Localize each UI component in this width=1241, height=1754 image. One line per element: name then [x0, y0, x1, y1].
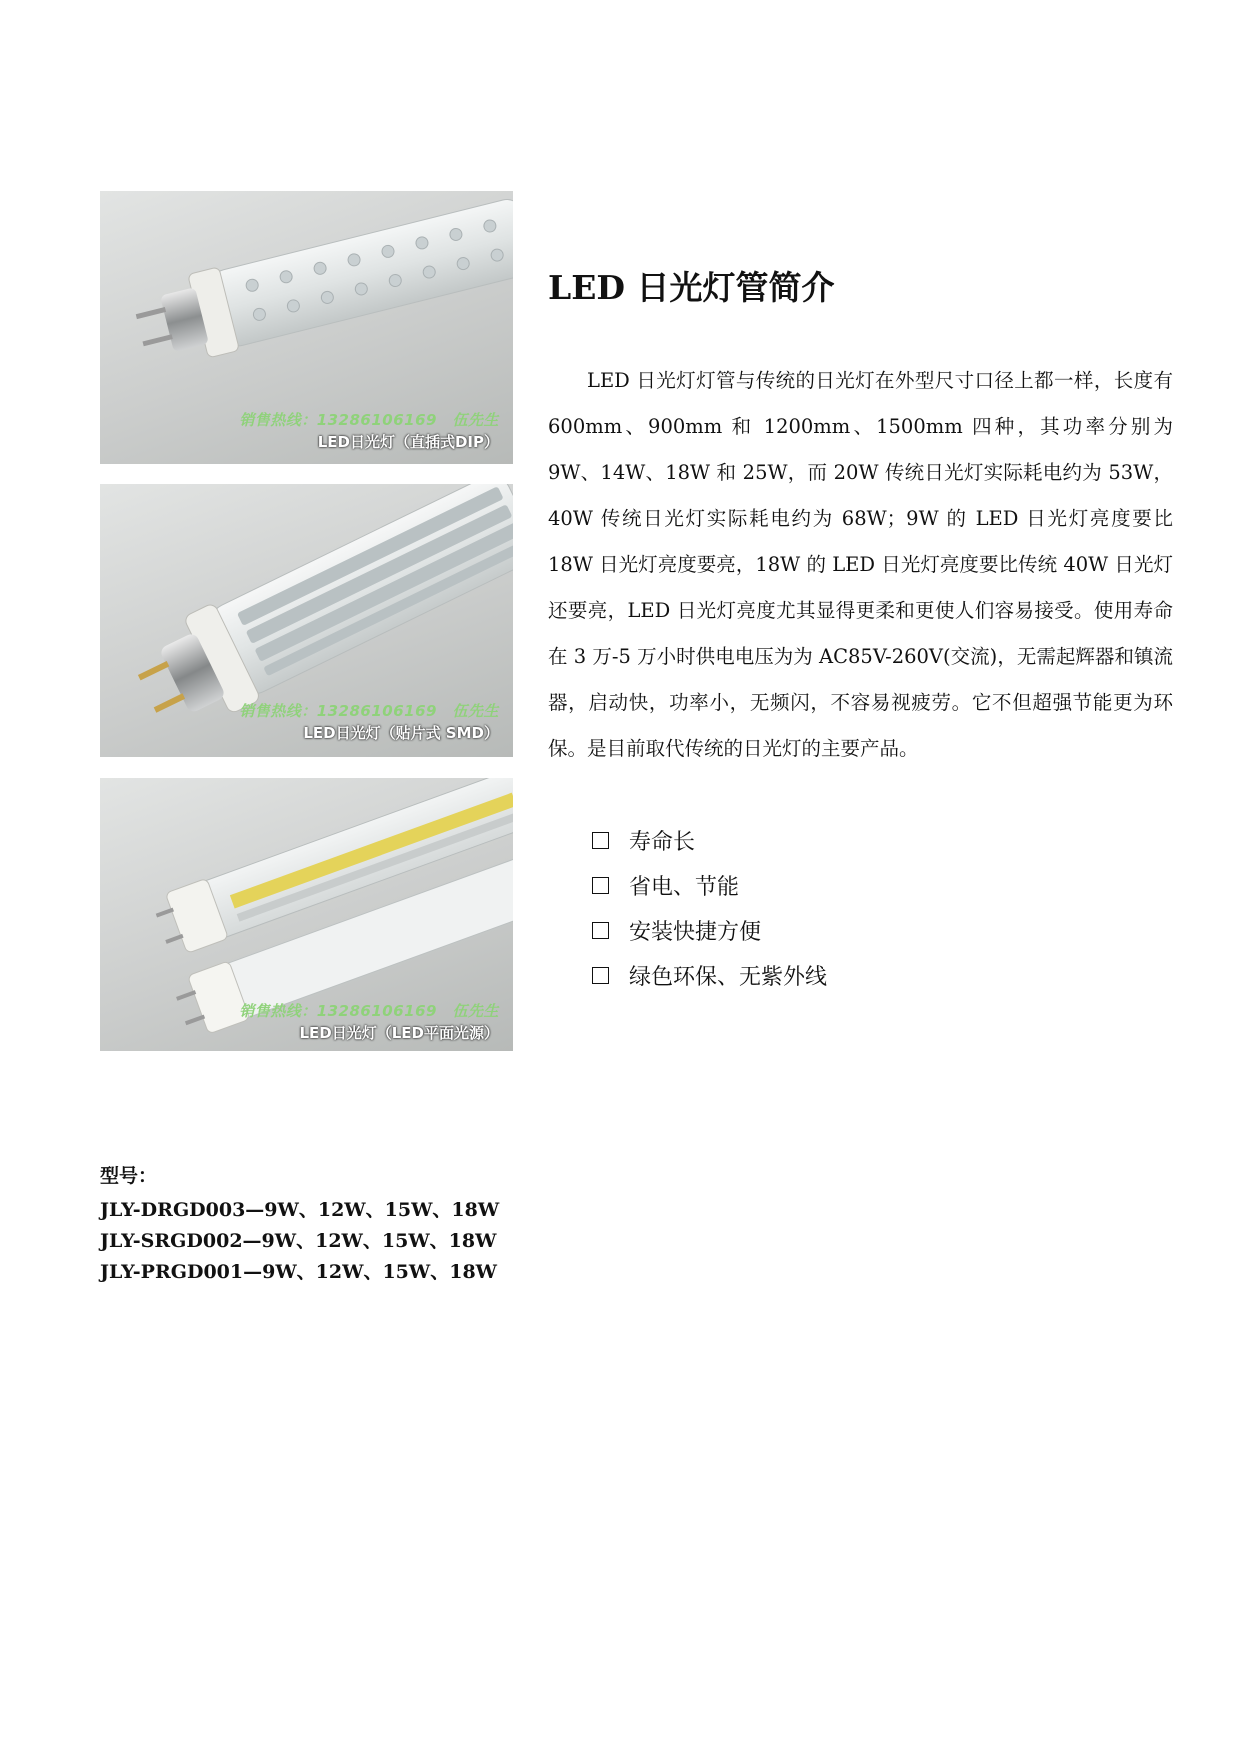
checkbox-icon	[592, 922, 609, 939]
checkbox-icon	[592, 967, 609, 984]
list-item	[592, 863, 827, 908]
feature-label: 安装快捷方便	[629, 920, 762, 945]
page-title: LED 日光灯管简介	[548, 268, 835, 307]
model-item: JLY-SRGD002—9W、12W、15W、18W	[100, 1230, 497, 1252]
intro-paragraph: LED 日光灯灯管与传统的日光灯在外型尺寸口径上都一样，长度有 600mm、900mm 和 1200mm、1500mm 四种，其功率分别为 9W、14W、18W 和 25W，而 20W 传统日光灯实际耗电约为 53W，40W 传统日光灯实际耗电约为 68W；9W 的 LED 日光灯亮度要比 18W 日光灯亮度要亮，18W 的 LED 日光灯亮度要比传统 40W 日光灯还要亮，LED 日光灯亮度尤其显得更柔和更使人们容易接受。使用寿命在 3 万-5 万小时供电电压为为 AC85V-260V(交流)，无需起辉器和镇流器，启动快，功率小，无频闪，不容易视疲劳。它不但超强节能更为环保。是目前取代传统的日光灯的主要产品。	[548, 369, 1173, 760]
product-photo-smd	[100, 484, 513, 757]
feature-label: 绿色环保、无紫外线	[629, 965, 828, 990]
model-item: JLY-PRGD001—9W、12W、15W、18W	[100, 1261, 498, 1283]
feature-label: 省电、节能	[629, 875, 740, 900]
photo-caption: LED日光灯（贴片式 SMD）	[303, 724, 499, 742]
product-photo-dip	[100, 191, 513, 464]
list-item	[592, 818, 827, 863]
list-item	[592, 908, 827, 953]
model-item: JLY-DRGD003—9W、12W、15W、18W	[100, 1199, 500, 1221]
photo-caption: LED日光灯（LED平面光源）	[299, 1024, 499, 1042]
photo-hotline: 销售热线：13286106169 伍先生	[239, 1002, 499, 1020]
photo-hotline: 销售热线：13286106169 伍先生	[239, 411, 499, 429]
list-item	[592, 953, 827, 998]
feature-list	[592, 818, 827, 998]
photo-caption: LED日光灯（直插式DIP）	[317, 433, 499, 451]
product-photo-flat	[100, 778, 513, 1051]
models-heading: 型号：	[100, 1165, 158, 1187]
checkbox-icon	[592, 832, 609, 849]
feature-label: 寿命长	[629, 830, 696, 855]
model-list	[100, 1161, 499, 1288]
checkbox-icon	[592, 877, 609, 894]
photo-hotline: 销售热线：13286106169 伍先生	[239, 702, 499, 720]
